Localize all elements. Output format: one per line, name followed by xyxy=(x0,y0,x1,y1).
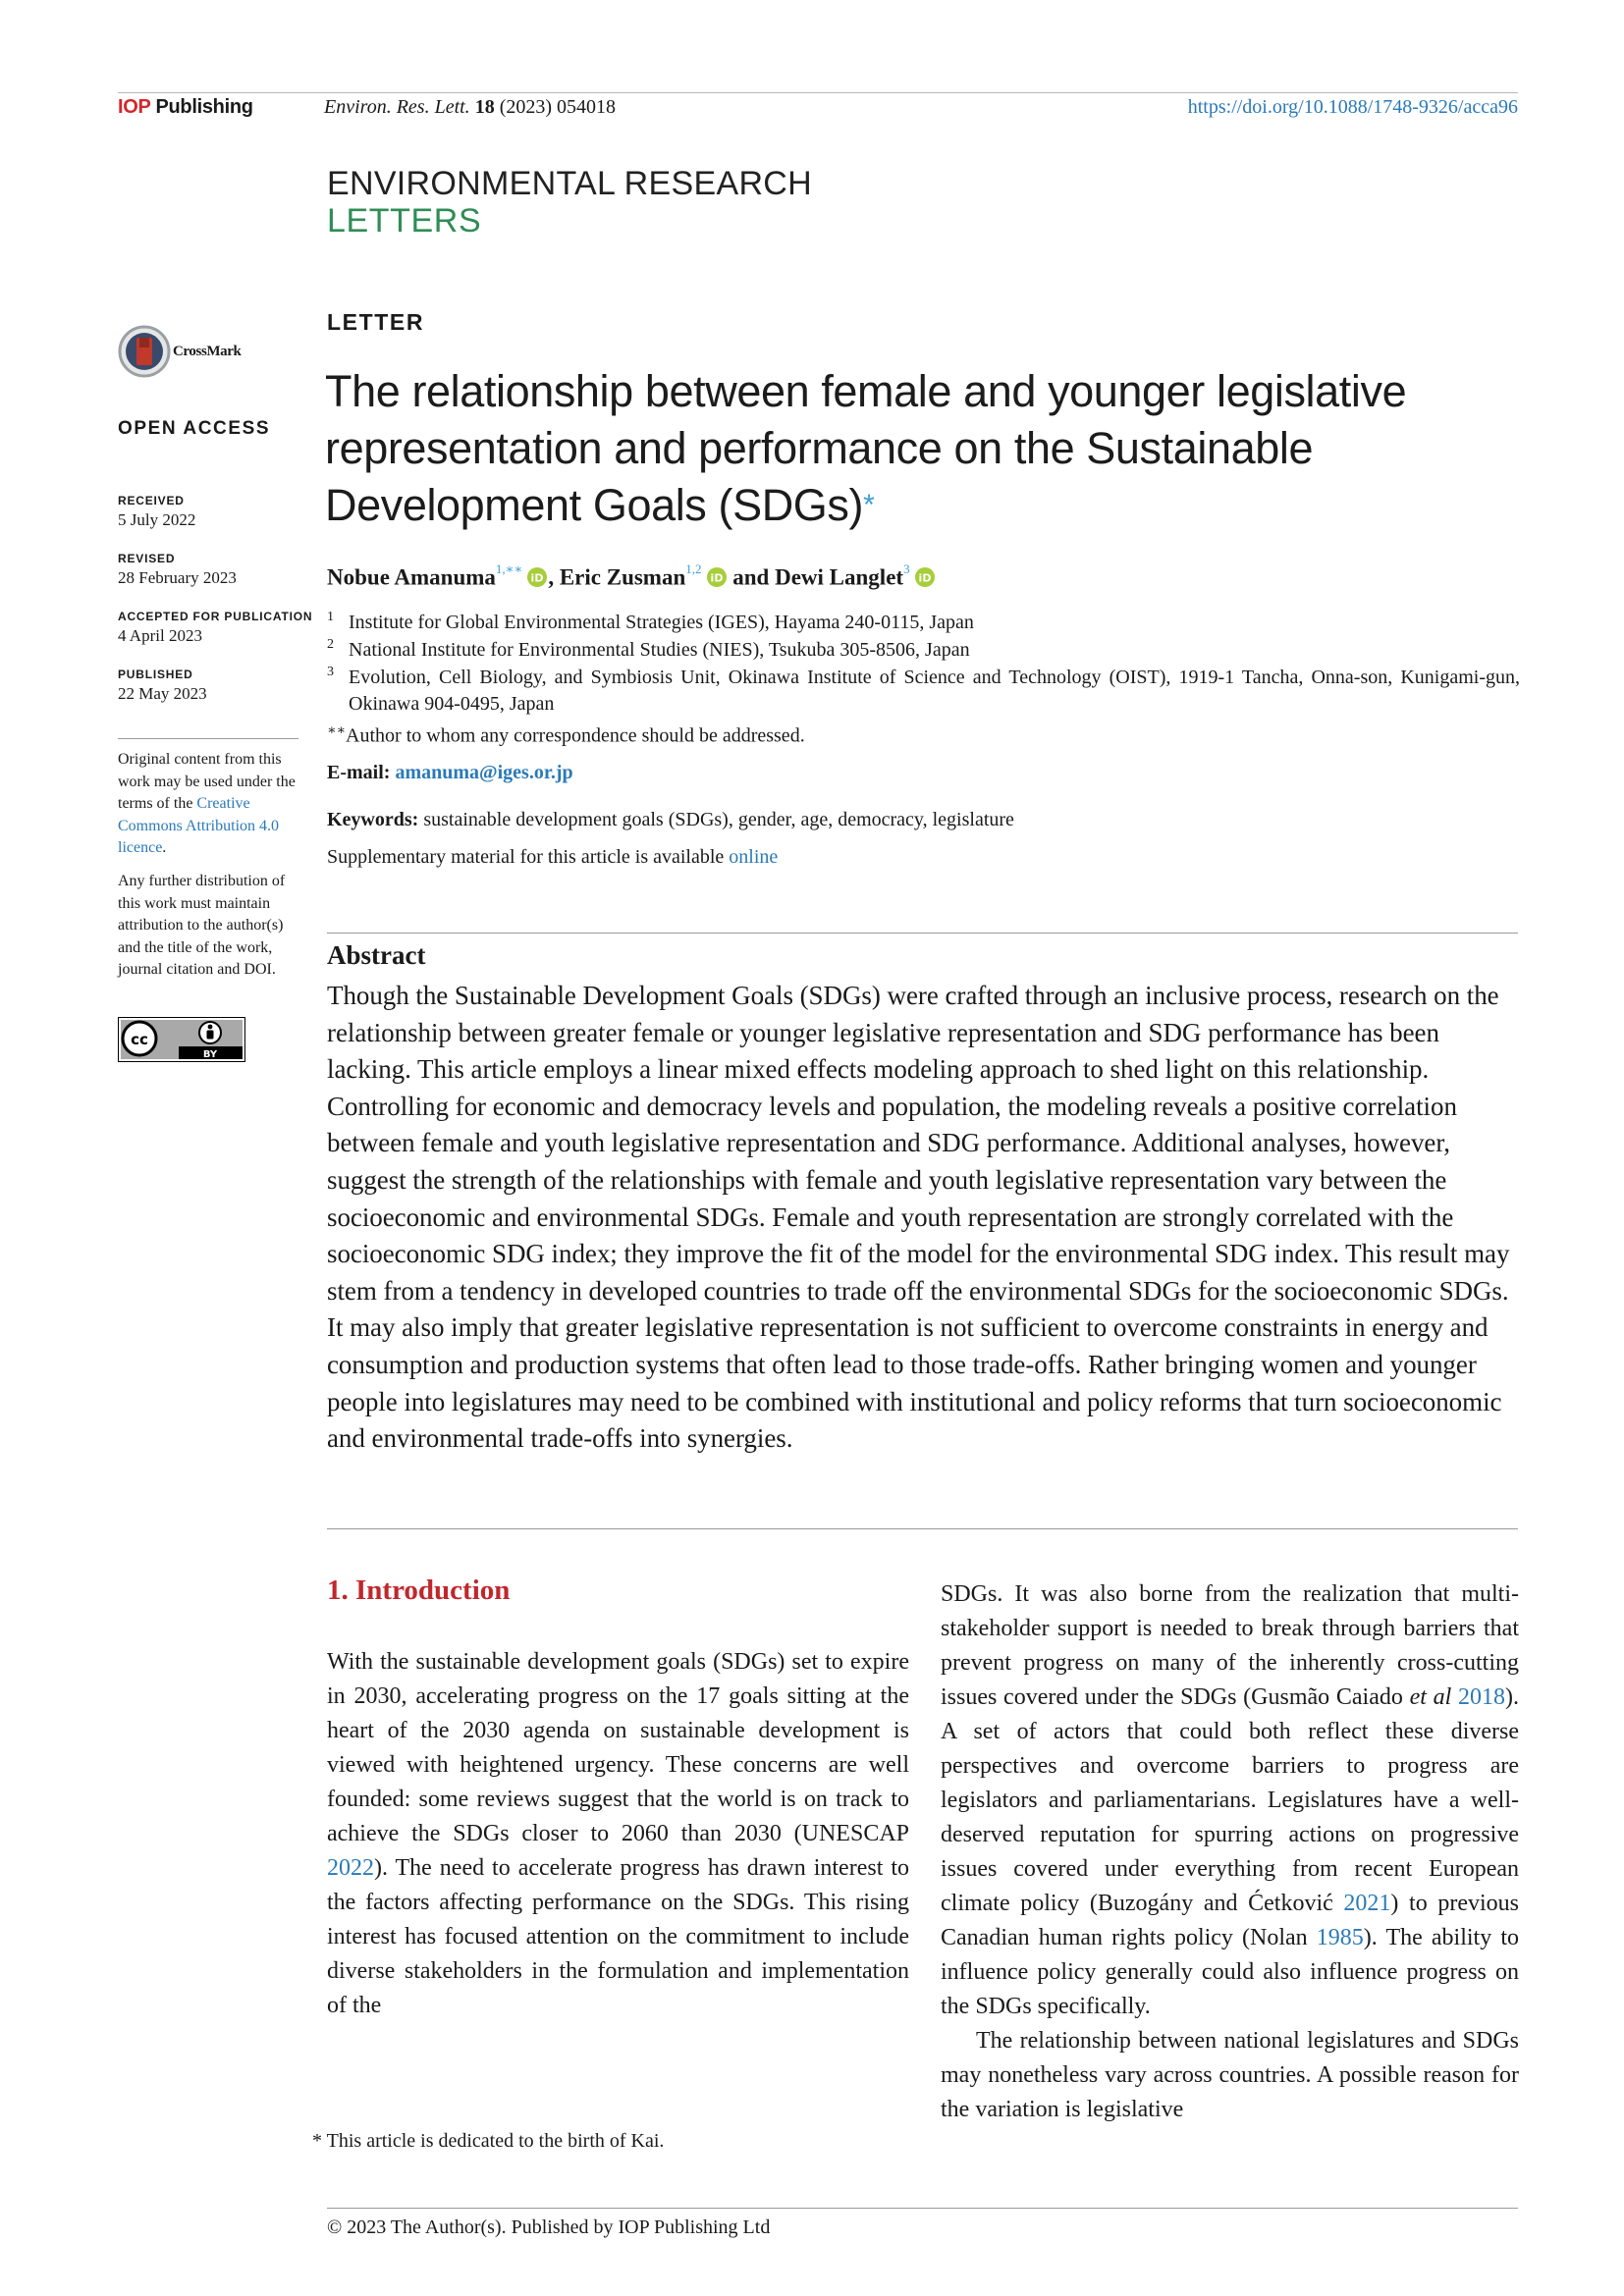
affiliation-3: 3 Evolution, Cell Biology, and Symbiosis Unit, Okinawa Institute of Science and Technology (OIST), 1919-1 Tancha, Onna-son, Kunigami-gun, Okinawa 904-0495, Japan xyxy=(327,665,1520,715)
citation-link[interactable]: 2018 xyxy=(1458,1684,1505,1710)
cc-by-badge[interactable] xyxy=(118,1017,245,1062)
supplementary-link[interactable]: online xyxy=(729,846,779,868)
crossmark-icon xyxy=(118,325,171,378)
author-name[interactable]: Dewi Langlet xyxy=(775,564,904,590)
copyright-notice: © 2023 The Author(s). Published by IOP Publishing Ltd xyxy=(327,2216,771,2238)
article-title: The relationship between female and younger legislative representation and performance on the Sustainable Development Goals (SDGs)* xyxy=(325,366,1407,530)
history-label: PUBLISHED xyxy=(118,667,193,681)
crossmark-label: CrossMark xyxy=(173,343,242,359)
affiliation-2: 2 National Institute for Environmental Studies (NIES), Tsukuba 305-8506, Japan xyxy=(327,637,970,661)
orcid-icon[interactable] xyxy=(706,566,728,588)
doi-link[interactable]: https://doi.org/10.1088/1748-9326/acca96 xyxy=(1187,96,1518,118)
history-revised xyxy=(118,552,237,588)
by-mark: BY xyxy=(202,1049,218,1060)
header-rule xyxy=(118,92,1518,93)
footer-rule xyxy=(327,2208,1518,2209)
author-name[interactable]: Eric Zusman xyxy=(559,564,686,590)
abstract-heading: Abstract xyxy=(327,940,426,970)
citation-link[interactable]: 2021 xyxy=(1343,1891,1391,1916)
history-accepted xyxy=(118,610,312,646)
history-label: RECEIVED xyxy=(118,494,185,507)
journal-name-line1: ENVIRONMENTAL RESEARCH xyxy=(327,165,813,202)
journal-name xyxy=(327,165,812,240)
body-column-right xyxy=(941,1577,1519,2127)
journal-name-line2: LETTERS xyxy=(327,202,482,240)
history-published xyxy=(118,667,207,704)
paragraph: The relationship between national legislatures and SDGs may nonetheless vary across countries. A possible reason for the variation is legislative xyxy=(941,2028,1519,2122)
email-link[interactable]: amanuma@iges.or.jp xyxy=(395,762,573,783)
author-name[interactable]: Nobue Amanuma xyxy=(327,564,496,590)
attribution-statement: Any further distribution of this work must maintain attribution to the author(s) and the title of the work, journal citation and DOI. xyxy=(118,873,286,978)
author-affil-sup[interactable]: 1,∗∗ xyxy=(495,561,523,576)
history-date: 4 April 2023 xyxy=(118,626,202,645)
orcid-icon[interactable] xyxy=(526,566,548,588)
history-date: 28 February 2023 xyxy=(118,568,237,587)
svg-text:iD: iD xyxy=(710,571,723,585)
body-column-left: With the sustainable development goals (SDGs) set to expire in 2030, accelerating progress on the 17 goals sitting at the heart of the 2030 agenda on sustainable development is viewed with heightened urgency. These concerns are well founded: some reviews suggest that the world is on track to achieve the SDGs closer to 2060 than 2030 (UNESCAP 2022). The need to accelerate progress has drawn interest to the factors affecting performance on the SDGs. This rising interest has focused attention on the commitment to include diverse stakeholders in the formulation and implementation of the xyxy=(327,1649,909,2018)
history-received xyxy=(118,494,195,530)
crossmark-button[interactable] xyxy=(118,322,314,381)
svg-text:iD: iD xyxy=(530,571,544,585)
paragraph: SDGs. It was also borne from the realization that multi-stakeholder support is needed to break through barriers that prevent progress on many of the inherently cross-cutting issues covered under the SDGs (Gusmão Caiado et al 2018). A set of actors that could both reflect these diverse perspectives and overcome barriers to progress are legislators and parliamentarians. Legislatures have a well-deserved reputation for spurring actions on progressive issues covered under everything from recent European climate policy (Buzogány and Ćetković 2021) to previous Canadian human rights policy (Nolan 1985). The ability to influence policy generally could also influence progress on the SDGs specifically. xyxy=(941,1581,1519,2019)
article-type: LETTER xyxy=(327,309,425,335)
citation-link[interactable]: 2022 xyxy=(327,1855,374,1881)
abstract-text: Though the Sustainable Development Goals (SDGs) were crafted through an inclusive process, research on the relationship between greater female or younger legislative representation and SDG performance has been lacking. This article employs a linear mixed effects modeling approach to shed light on this relationship. Controlling for economic and democracy levels and population, the modeling reveals a positive correlation between female and youth legislative representation and SDG performance. Additional analyses, however, suggest the strength of the relationships with female and youth legislative representation vary between the socioeconomic and environmental SDGs. Female and youth representation are strongly correlated with the socioeconomic SDG index; they improve the fit of the model for the environmental SDG index. This result may stem from a tendency in developed countries to trade off the environmental SDGs for the socioeconomic SDGs. It may also imply that greater legislative representation is not sufficient to overcome constraints in energy and consumption and production systems that often lead to those trade-offs. Rather bringing women and younger people into legislatures may need to be combined with institutional and policy reforms that turn socioeconomic and environmental trade-offs into synergies. xyxy=(327,981,1510,1454)
sidebar-divider xyxy=(118,738,298,739)
footnote: * This article is dedicated to the birth of Kai. xyxy=(312,2130,665,2152)
affiliation-1: 1 Institute for Global Environmental Strategies (IGES), Hayama 240-0115, Japan xyxy=(327,610,974,633)
publisher-logo[interactable]: IOP Publishing xyxy=(118,96,253,118)
title-footnote-mark[interactable]: * xyxy=(863,489,875,521)
license-statement: Original content from this work may be used under the terms of the Creative Commons Attribution 4.0 licence. xyxy=(118,751,296,856)
journal-citation: Environ. Res. Lett. 18 (2023) 054018 xyxy=(324,96,617,118)
corresponding-author-note: ∗∗Author to whom any correspondence should be addressed. xyxy=(327,723,805,747)
abstract-rule-bottom xyxy=(327,1528,1518,1529)
abstract-rule-top xyxy=(327,933,1518,934)
citation-link[interactable]: 1985 xyxy=(1316,1925,1364,1950)
email-line: E-mail: amanuma@iges.or.jp xyxy=(327,762,573,783)
history-date: 5 July 2022 xyxy=(118,510,196,529)
author-affil-sup[interactable]: 3 xyxy=(903,561,910,576)
orcid-icon[interactable] xyxy=(914,566,936,588)
history-label: ACCEPTED FOR PUBLICATION xyxy=(118,610,313,623)
section-heading-introduction: 1. Introduction xyxy=(327,1575,511,1606)
supplementary-note: Supplementary material for this article is available online xyxy=(327,846,779,868)
keywords: Keywords: sustainable development goals (SDGs), gender, age, democracy, legislature xyxy=(327,809,1014,830)
cc-mark: cc xyxy=(131,1031,148,1048)
svg-text:iD: iD xyxy=(918,571,932,585)
history-label: REVISED xyxy=(118,552,176,565)
history-date: 22 May 2023 xyxy=(118,684,207,703)
open-access-label: OPEN ACCESS xyxy=(118,418,271,439)
author-affil-sup[interactable]: 1,2 xyxy=(685,561,702,576)
cc-licence-link[interactable]: Creative Commons Attribution 4.0 licence xyxy=(118,795,280,856)
author-list: Nobue Amanuma$^{1,∗∗}$ iD , Eric Zusman$^{1,2}$ iD and Dewi Langlet$^3$ iD xyxy=(327,564,936,591)
